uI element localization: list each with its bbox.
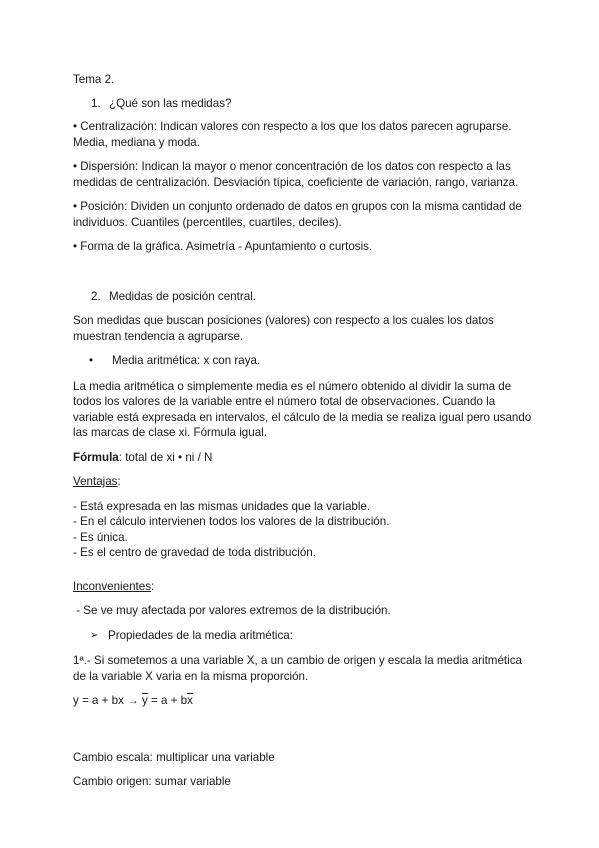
list-item: - Está expresada en las mismas unidades que la variable. [73,499,371,513]
ventajas-colon: : [117,475,121,488]
equation-left: y = a + bx → [73,694,139,707]
section-2-title: Medidas de posición central. [109,289,256,303]
formula-label: Fórmula [73,450,119,464]
section-1-title: ¿Qué son las medidas? [109,96,232,110]
section-2-heading [91,289,533,305]
ventajas-heading [73,474,533,490]
bullet-centralizacion: • Centralización: Indican valores con respecto a los que los datos parecen agruparse. Media, mediana y moda. [73,120,512,149]
inconvenientes-heading [73,579,533,595]
equation [73,693,533,709]
propiedades-text: Propiedades de la media aritmética: [108,628,293,642]
inconvenientes-label: Inconvenientes [73,579,151,593]
ventajas-list [73,499,533,561]
propiedad-1: 1ª.- Si sometemos a una variable X, a un cambio de origen y escala la media aritmética de la variable X varia en la misma proporción. [73,654,522,683]
list-item: - Es única. [73,530,128,544]
bullet-posicion: • Posición: Dividen un conjunto ordenado de datos en grupos con la misma cantidad de individuos. Cuantiles (percentiles, cuartiles, deciles). [73,200,522,229]
list-item: - En el cálculo intervienen todos los valores de la distribución. [73,515,390,528]
media-description: La media aritmética o simplemente media es el número obtenido al dividir la suma de todos los valores de la variable entre el número total de observaciones. Cuando la variable está expresada en intervalos, el cálculo de la media se realiza igual pero usando las marcas de clase xi. Fórmula igual. [73,379,532,439]
arrow-marker: ➢ [90,629,99,641]
list-item: - Es el centro de gravedad de toda distribución. [73,546,316,559]
section-1-heading [91,96,533,112]
equation-right: = a + b [147,694,188,707]
document-title: Tema 2. [73,73,115,86]
formula-text: : total de xi • ni / N [118,450,213,464]
media-bullet [89,353,533,369]
cambio-escala: Cambio escala: multiplicar una variable [73,750,275,764]
media-bullet-text: Media aritmética: x con raya. [112,354,261,367]
list-item: - Se ve muy afectada por valores extremos de la distribución. [73,604,391,617]
ventajas-label: Ventajas [73,475,118,488]
section-1-number: 1. [91,96,101,110]
equation-xbar: $\overline{x}$ [187,694,193,707]
bullet-marker: • [89,354,94,367]
bullet-forma: • Forma de la gráfica. Asimetría - Apuntamiento o curtosis. [73,240,373,253]
document-page [73,72,533,790]
propiedades-heading [90,628,533,644]
section-2-intro: Son medidas que buscan posiciones (valores) con respecto a los cuales los datos muestran tendencia a agruparse. [73,314,494,343]
inconvenientes-colon: : [151,579,155,593]
section-2-number: 2. [91,289,101,303]
formula-line [73,450,533,466]
equation-ybar: $\overline{y}$ [141,694,148,707]
cambio-origen: Cambio origen: sumar variable [73,775,231,788]
bullet-dispersion: • Dispersión: Indican la mayor o menor concentración de los datos con respecto a las medidas de centralización. Desviación típica, coeficiente de variación, rango, varianza. [73,160,519,189]
